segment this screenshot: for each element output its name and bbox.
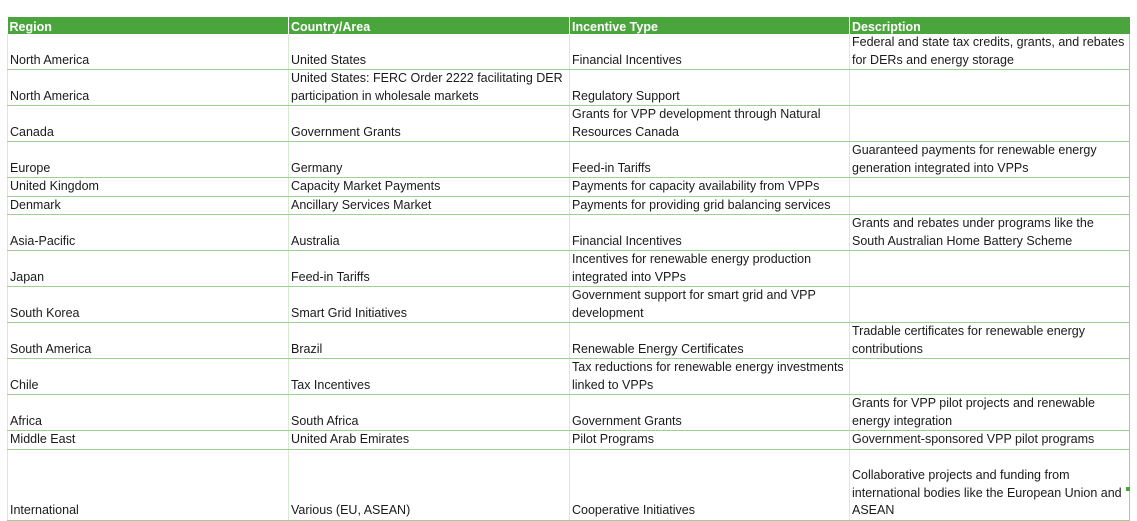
cell-country-area[interactable]: Government Grants: [289, 106, 570, 142]
header-row: [8, 17, 1130, 34]
incentives-table: [7, 17, 1130, 521]
cell-description[interactable]: [850, 251, 1130, 287]
spreadsheet-table-container: [7, 17, 1129, 521]
table-row: [8, 34, 1130, 70]
cell-incentive-type[interactable]: Grants for VPP development through Natural Resources Canada: [570, 106, 850, 142]
cell-incentive-type[interactable]: Payments for capacity availability from VPPs: [570, 178, 850, 197]
cell-region[interactable]: Asia-Pacific: [8, 215, 289, 251]
cell-country-area[interactable]: Feed-in Tariffs: [289, 251, 570, 287]
cell-country-area[interactable]: Australia: [289, 215, 570, 251]
cell-region[interactable]: United Kingdom: [8, 178, 289, 197]
cell-country-area[interactable]: South Africa: [289, 395, 570, 431]
cell-country-area[interactable]: United Arab Emirates: [289, 431, 570, 450]
cell-incentive-type[interactable]: Renewable Energy Certificates: [570, 323, 850, 359]
table-row: [8, 70, 1130, 106]
cell-region[interactable]: Middle East: [8, 431, 289, 450]
cell-description[interactable]: [850, 287, 1130, 323]
cell-country-area[interactable]: Tax Incentives: [289, 359, 570, 395]
cell-description[interactable]: [850, 196, 1130, 215]
cell-region[interactable]: South America: [8, 323, 289, 359]
cell-incentive-type[interactable]: Pilot Programs: [570, 431, 850, 450]
cell-country-area[interactable]: United States: [289, 34, 570, 70]
cell-description[interactable]: Tradable certificates for renewable energy contributions: [850, 323, 1130, 359]
table-row: [8, 359, 1130, 395]
cell-description[interactable]: Guaranteed payments for renewable energy generation integrated into VPPs: [850, 142, 1130, 178]
cell-region[interactable]: Chile: [8, 359, 289, 395]
table-row: [8, 178, 1130, 197]
cell-region[interactable]: Africa: [8, 395, 289, 431]
cell-description[interactable]: [850, 106, 1130, 142]
table-row: [8, 196, 1130, 215]
header-cell-country-area[interactable]: Country/Area: [289, 17, 570, 34]
table-row: [8, 287, 1130, 323]
cell-country-area[interactable]: Brazil: [289, 323, 570, 359]
cell-country-area[interactable]: United States: FERC Order 2222 facilitating DER participation in wholesale markets: [289, 70, 570, 106]
cell-region[interactable]: Japan: [8, 251, 289, 287]
table-row: [8, 251, 1130, 287]
table-row: [8, 106, 1130, 142]
table-row: [8, 323, 1130, 359]
cell-country-area[interactable]: Ancillary Services Market: [289, 196, 570, 215]
cell-incentive-type[interactable]: Tax reductions for renewable energy investments linked to VPPs: [570, 359, 850, 395]
cell-country-area[interactable]: Capacity Market Payments: [289, 178, 570, 197]
cell-description[interactable]: [850, 178, 1130, 197]
cell-incentive-type[interactable]: Regulatory Support: [570, 70, 850, 106]
table-row: [8, 449, 1130, 520]
cell-country-area[interactable]: Various (EU, ASEAN): [289, 449, 570, 520]
cell-description[interactable]: Grants and rebates under programs like the South Australian Home Battery Scheme: [850, 215, 1130, 251]
table-row: [8, 431, 1130, 450]
cell-country-area[interactable]: Smart Grid Initiatives: [289, 287, 570, 323]
cell-country-area[interactable]: Germany: [289, 142, 570, 178]
cell-region[interactable]: Europe: [8, 142, 289, 178]
cell-incentive-type[interactable]: Payments for providing grid balancing services: [570, 196, 850, 215]
header-cell-incentive-type[interactable]: Incentive Type: [570, 17, 850, 34]
table-resize-handle[interactable]: [1126, 487, 1130, 491]
cell-region[interactable]: Denmark: [8, 196, 289, 215]
cell-description[interactable]: Grants for VPP pilot projects and renewable energy integration: [850, 395, 1130, 431]
header-cell-region[interactable]: Region: [8, 17, 289, 34]
cell-region[interactable]: North America: [8, 70, 289, 106]
table-row: [8, 142, 1130, 178]
cell-incentive-type[interactable]: Government support for smart grid and VPP development: [570, 287, 850, 323]
cell-region[interactable]: International: [8, 449, 289, 520]
cell-description[interactable]: [850, 70, 1130, 106]
cell-region[interactable]: North America: [8, 34, 289, 70]
table-row: [8, 395, 1130, 431]
cell-incentive-type[interactable]: Feed-in Tariffs: [570, 142, 850, 178]
cell-incentive-type[interactable]: Incentives for renewable energy production integrated into VPPs: [570, 251, 850, 287]
cell-description[interactable]: Government-sponsored VPP pilot programs: [850, 431, 1130, 450]
cell-region[interactable]: Canada: [8, 106, 289, 142]
cell-incentive-type[interactable]: Financial Incentives: [570, 34, 850, 70]
cell-description[interactable]: Federal and state tax credits, grants, and rebates for DERs and energy storage: [850, 34, 1130, 70]
cell-incentive-type[interactable]: Government Grants: [570, 395, 850, 431]
table-row: [8, 215, 1130, 251]
header-cell-description[interactable]: Description: [850, 17, 1130, 34]
cell-description[interactable]: Collaborative projects and funding from international bodies like the European Union and ASEAN: [850, 449, 1130, 520]
cell-description[interactable]: [850, 359, 1130, 395]
cell-incentive-type[interactable]: Financial Incentives: [570, 215, 850, 251]
cell-incentive-type[interactable]: Cooperative Initiatives: [570, 449, 850, 520]
cell-region[interactable]: South Korea: [8, 287, 289, 323]
